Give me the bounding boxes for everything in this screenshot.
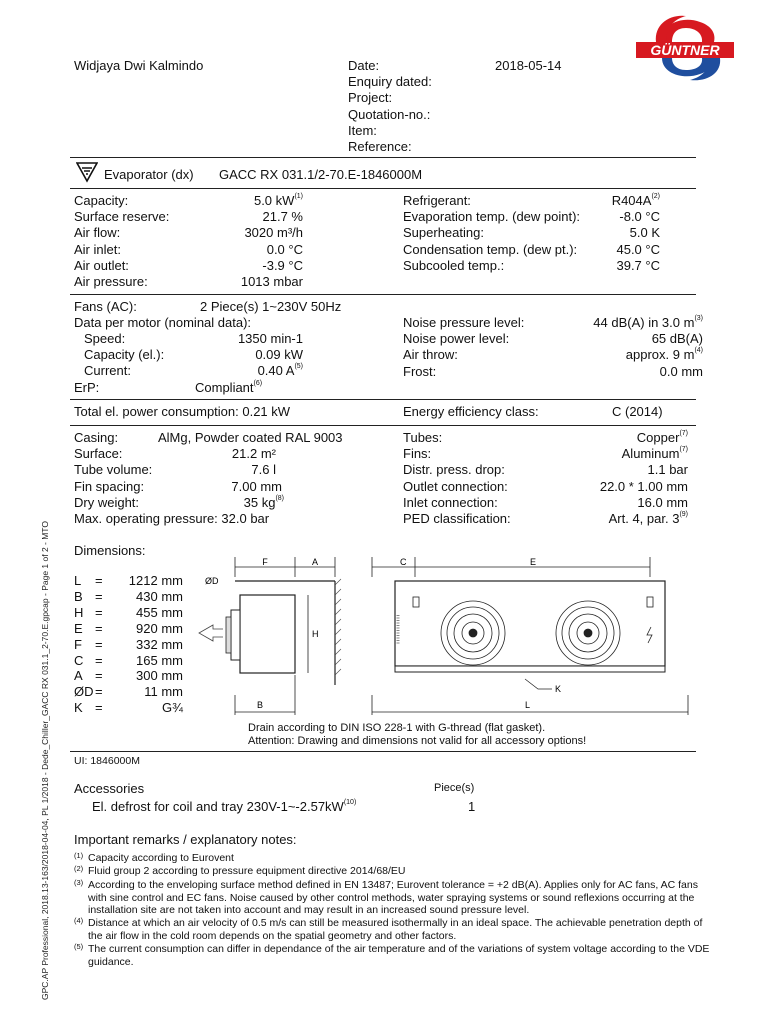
- row-value: [520, 209, 660, 225]
- erp-label: ErP:: [74, 380, 100, 395]
- dim-value: 430 mm: [136, 588, 183, 604]
- remark-text: The current consumption can differ in dependance of the air temperature and of the variations of system voltage according to the VDE guidance.: [88, 943, 710, 968]
- footnote-ref: (4): [694, 347, 703, 355]
- row-label: Fin spacing:: [74, 478, 145, 494]
- value-text: 1.1 bar: [647, 462, 688, 478]
- value-text: 45.0 °C: [616, 241, 660, 257]
- energy-class-label: Energy efficiency class:: [403, 404, 539, 419]
- header-field-label: Item:: [348, 122, 377, 138]
- header-field-label: Date:: [348, 58, 380, 73]
- footnote-ref: (8): [275, 494, 284, 502]
- row-label: PED classification:: [403, 511, 511, 526]
- row-label: Noise pressure level:: [403, 315, 525, 330]
- pieces-header: Piece(s): [434, 782, 475, 794]
- accessories-title: Accessories: [74, 781, 145, 796]
- divider: [70, 399, 696, 400]
- product-model: GACC RX 031.1/2-70.E-1846000M: [219, 167, 423, 182]
- dim-eq: =: [95, 668, 103, 684]
- logo-graphic: [636, 12, 734, 84]
- dim-key: K: [74, 700, 83, 716]
- remarks-title: Important remarks / explanatory notes:: [74, 832, 297, 847]
- dim-value: G¾: [162, 700, 183, 716]
- dim-label-e: E: [530, 557, 537, 567]
- row-value: [163, 258, 303, 274]
- motor-data-label: Data per motor (nominal data):: [74, 315, 252, 330]
- row-value: [163, 209, 303, 225]
- value-text: 35 kg: [243, 494, 276, 510]
- value-text: -3.9 °C: [262, 257, 303, 273]
- recipient-name: Widjaya Dwi Kalmindo: [74, 58, 204, 73]
- row-label: Dry weight:: [74, 494, 140, 510]
- side-view-drawing: [195, 555, 365, 720]
- dim-value: 332 mm: [136, 636, 183, 652]
- row-value: [180, 479, 282, 495]
- row-label: Noise power level:: [403, 331, 510, 347]
- row-label: Speed:: [84, 331, 126, 346]
- divider: [70, 751, 696, 752]
- row-label: Tubes:: [403, 430, 443, 445]
- dim-key: F: [74, 636, 82, 652]
- dim-key: ØD: [74, 684, 94, 700]
- dim-eq: =: [95, 652, 103, 668]
- value-text: Aluminum: [621, 446, 680, 462]
- row-value: [180, 462, 276, 478]
- row-value: [163, 331, 303, 347]
- value-text: 1350 min-1: [237, 331, 303, 346]
- value-text: Art. 4, par. 3: [608, 511, 680, 526]
- value-text: 65 dB(A): [651, 331, 703, 347]
- value-text: 7.6 l: [251, 462, 276, 478]
- header-field-value: 2018-05-14: [495, 58, 562, 73]
- accessory-qty: 1: [468, 799, 476, 814]
- row-value: [508, 511, 688, 527]
- footnote-ref: (7): [679, 430, 688, 437]
- row-label: Casing:: [74, 430, 119, 445]
- dim-value: 1212 mm: [128, 573, 183, 588]
- row-label: Max. operating pressure: 32.0 bar: [74, 511, 270, 526]
- row-value: [503, 347, 703, 363]
- dim-key: E: [74, 620, 83, 636]
- sidebar-footer-text: GPC.AP Professional, 2018.13-163/2018-04-04, PL 1/2018 - Dede_Chiller_GACC RX 031.1_2-70.E.gpcap - Page 1 of 2 - MTO: [40, 521, 50, 1000]
- divider: [70, 157, 696, 158]
- dim-eq: =: [95, 588, 103, 604]
- dim-label-l: L: [525, 700, 531, 710]
- power-consumption: Total el. power consumption: 0.21 kW: [74, 404, 291, 419]
- divider: [70, 425, 696, 426]
- row-label: Superheating:: [403, 225, 484, 241]
- row-value: [163, 242, 303, 258]
- row-value: [163, 363, 303, 379]
- header-field-label: Reference:: [348, 139, 412, 154]
- divider: [70, 188, 696, 189]
- value-text: 3020 m³/h: [244, 225, 303, 241]
- row-value: [508, 495, 688, 511]
- row-value: [520, 242, 660, 258]
- dim-label-a: A: [311, 557, 319, 567]
- value-text: 21.2 m²: [231, 446, 276, 462]
- row-value: [163, 225, 303, 241]
- row-label: Surface:: [74, 446, 123, 462]
- row-value: [508, 446, 688, 462]
- value-text: 1013 mbar: [240, 274, 303, 289]
- remark-text: Capacity according to Eurovent: [88, 852, 234, 864]
- header-field-label: Enquiry dated:: [348, 74, 432, 90]
- value-text: approx. 9 m: [625, 347, 695, 363]
- remark-number: (5): [74, 942, 84, 951]
- drain-note: Drain according to DIN ISO 228-1 with G-thread (flat gasket).: [248, 722, 546, 734]
- value-text: 7.00 mm: [231, 478, 282, 494]
- remark-number: (2): [74, 864, 84, 873]
- row-value: [508, 462, 688, 478]
- row-label: Capacity:: [74, 193, 129, 208]
- row-label: Evaporation temp. (dew point):: [403, 209, 581, 225]
- value-text: 44 dB(A) in 3.0 m: [593, 315, 695, 330]
- footnote-ref: (2): [651, 193, 660, 200]
- dimensions-title: Dimensions:: [74, 543, 146, 558]
- row-label: Fins:: [403, 446, 432, 462]
- row-value: [158, 430, 343, 446]
- dim-value: 455 mm: [136, 604, 183, 620]
- footnote-ref: (9): [679, 511, 688, 518]
- dim-key: B: [74, 588, 83, 604]
- footnote-ref: (10): [343, 799, 357, 806]
- dim-eq: =: [95, 573, 103, 588]
- dim-value: 300 mm: [136, 668, 183, 684]
- footnote-ref: (3): [694, 315, 703, 322]
- dim-eq: =: [95, 636, 103, 652]
- row-value: [163, 193, 303, 209]
- row-label: Subcooled temp.:: [403, 257, 505, 273]
- dim-label-b: B: [257, 700, 264, 710]
- row-label: Condensation temp. (dew pt.):: [403, 241, 578, 257]
- row-label: Inlet connection:: [403, 494, 498, 510]
- value-text: 21.7 %: [262, 209, 303, 225]
- dim-key: A: [74, 668, 83, 684]
- ui-code: UI: 1846000M: [74, 755, 140, 767]
- row-value: [520, 225, 660, 241]
- row-label: Air throw:: [403, 347, 458, 363]
- row-value: [163, 347, 303, 363]
- row-value: [503, 331, 703, 347]
- row-label: Air pressure:: [74, 274, 148, 289]
- fans-label: Fans (AC):: [74, 299, 137, 314]
- header-field-label: Quotation-no.:: [348, 106, 431, 122]
- row-label: Air inlet:: [74, 241, 121, 257]
- dim-value: 920 mm: [136, 620, 183, 636]
- attention-note: Attention: Drawing and dimensions not valid for all accessory options!: [248, 735, 587, 747]
- accessory-name-text: El. defrost for coil and tray 230V-1~-2.57kW: [92, 799, 344, 814]
- dim-eq: =: [95, 604, 103, 620]
- value-text: 0.0 mm: [659, 363, 703, 379]
- row-label: Capacity (el.):: [84, 347, 165, 363]
- remark-number: (3): [74, 878, 84, 887]
- row-value: [508, 430, 688, 446]
- accessory-name: [92, 799, 356, 815]
- remark-number: (1): [74, 851, 84, 860]
- value-text: 0.0 °C: [266, 241, 303, 257]
- dim-value: 165 mm: [136, 652, 183, 668]
- row-value: [180, 495, 284, 511]
- dim-key: L: [74, 573, 82, 588]
- row-value: [503, 364, 703, 380]
- remark-text: Distance at which an air velocity of 0.5 m/s can still be measured isothermally in an ideal space. The achievable penetration depth of the air flow in the cold room depends on the spatial geometry and other factors.: [88, 917, 703, 942]
- value-text: R404A: [611, 193, 652, 208]
- row-label: Current:: [84, 363, 131, 379]
- row-label: Distr. press. drop:: [403, 462, 505, 478]
- value-text: 5.0 kW: [253, 193, 295, 208]
- row-value: [503, 315, 703, 331]
- remark-number: (4): [74, 916, 84, 925]
- value-text: 16.0 mm: [637, 494, 688, 510]
- row-label: Air flow:: [74, 225, 121, 241]
- footnote-ref: (5): [294, 363, 303, 371]
- footnote-ref: (7): [679, 446, 688, 454]
- dim-label-d: ØD: [205, 576, 219, 586]
- refrigerant-icon: [76, 161, 98, 183]
- dim-eq: =: [95, 684, 103, 700]
- dim-label-k: K: [555, 684, 562, 694]
- row-label: Outlet connection:: [403, 478, 508, 494]
- row-label: Air outlet:: [74, 257, 129, 273]
- row-label: Frost:: [403, 363, 437, 379]
- dim-value: 11 mm: [144, 684, 183, 700]
- dim-eq: =: [95, 700, 103, 716]
- value-text: Copper: [636, 430, 680, 445]
- row-value: [520, 193, 660, 209]
- value-text: 5.0 K: [629, 225, 660, 241]
- value-text: AlMg, Powder coated RAL 9003: [158, 430, 343, 445]
- row-value: [180, 446, 276, 462]
- row-label: Refrigerant:: [403, 193, 471, 208]
- dim-key: H: [74, 604, 84, 620]
- row-value: [163, 274, 303, 290]
- dim-key: C: [74, 652, 84, 668]
- dim-label-h: H: [312, 629, 319, 639]
- value-text: -8.0 °C: [619, 209, 660, 225]
- footnote-ref: (1): [294, 193, 303, 200]
- product-category: Evaporator (dx): [104, 167, 194, 182]
- remark-text: According to the enveloping surface method defined in EN 13487; Eurovent tolerance = +2 dB(A). Applies only for AC fans, AC fans with sine control and EC fans. Noise caused by other control methods, water spraying systems or sound reflexions occurring at the installation site are not taken into account and may result in an increased sound pressure level.: [88, 879, 698, 916]
- dim-label-f: F: [262, 557, 268, 567]
- row-value: [520, 258, 660, 274]
- dim-eq: =: [95, 620, 103, 636]
- energy-class-value: C (2014): [612, 404, 663, 419]
- value-text: 22.0 * 1.00 mm: [599, 478, 688, 494]
- fans-value: 2 Piece(s) 1~230V 50Hz: [200, 299, 342, 314]
- header-field-label: Project:: [348, 90, 393, 106]
- erp-value: Compliant$^{(6)}$: [195, 380, 263, 395]
- divider: [70, 294, 696, 295]
- logo-text: GÜNTNER: [650, 42, 720, 58]
- row-value: [508, 479, 688, 495]
- remark-text: Fluid group 2 according to pressure equipment directive 2014/68/EU: [88, 865, 406, 877]
- value-text: 0.09 kW: [255, 347, 303, 363]
- row-label: Surface reserve:: [74, 209, 170, 225]
- value-text: 39.7 °C: [616, 257, 660, 273]
- row-label: Tube volume:: [74, 462, 153, 478]
- guntner-logo: [636, 12, 734, 84]
- value-text: 0.40 A: [257, 363, 295, 379]
- dim-label-c: C: [400, 557, 407, 567]
- front-view-drawing: [370, 555, 690, 720]
